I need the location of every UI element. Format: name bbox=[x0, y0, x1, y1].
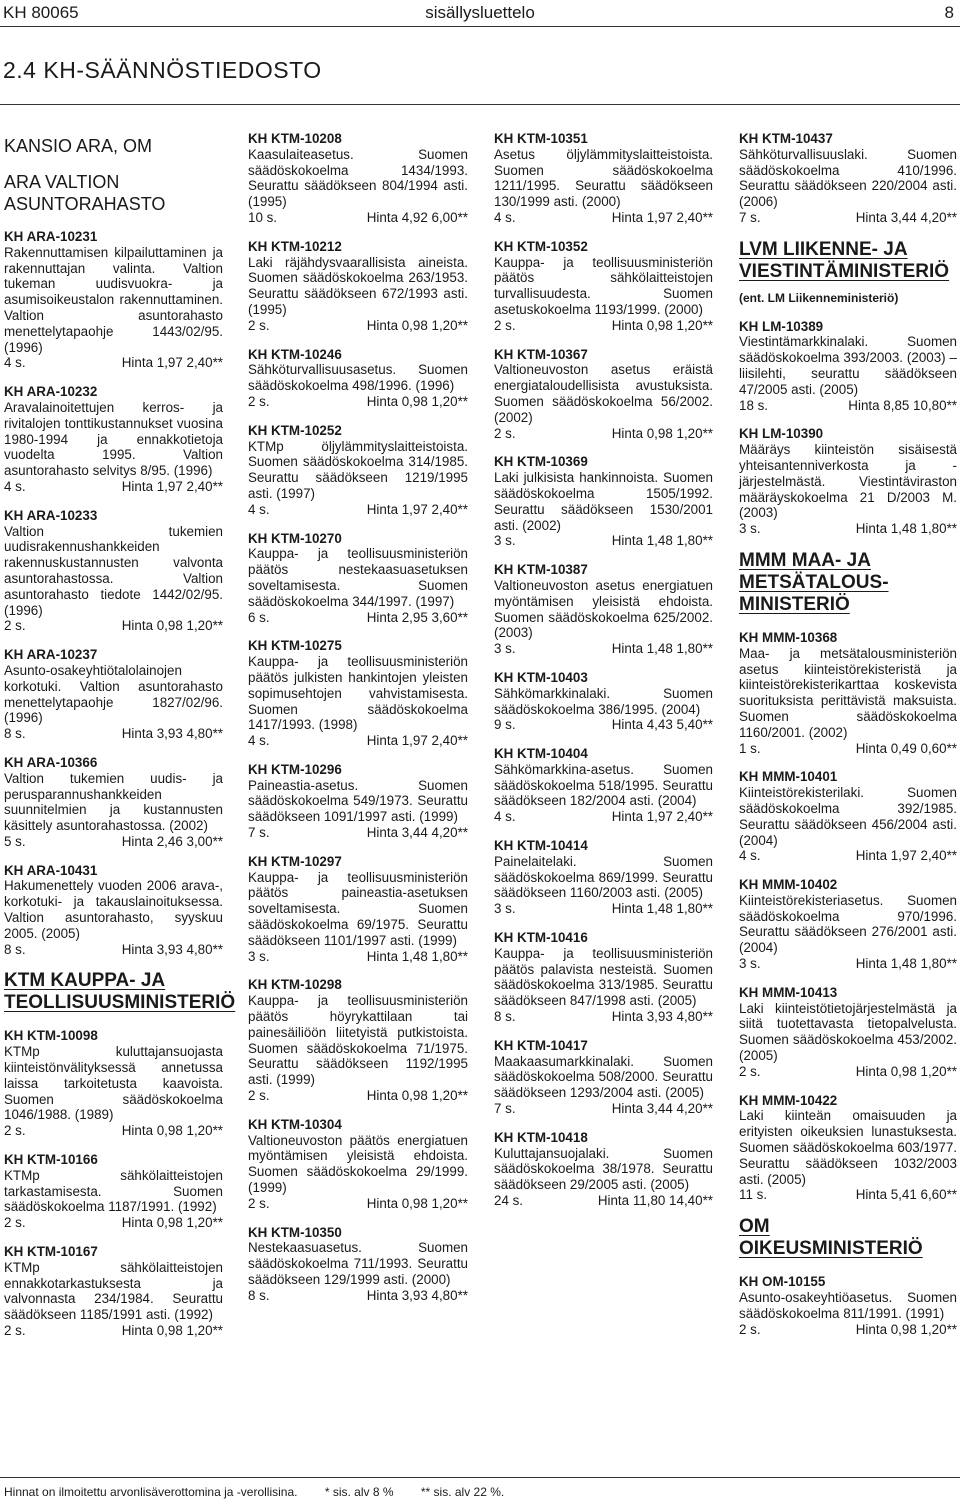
section-name: sisällysluettelo bbox=[425, 3, 535, 22]
entry-code: KH MMM-10401 bbox=[739, 769, 838, 785]
catalog-entry bbox=[248, 423, 468, 518]
entry-price: Hinta 3,44 4,20** bbox=[611, 1101, 713, 1117]
entry-price: Hinta 3,44 4,20** bbox=[855, 209, 957, 225]
catalog-entry bbox=[494, 562, 713, 657]
entry-price: Hinta 0,98 1,20** bbox=[366, 1088, 468, 1104]
entry-description: Kauppa- ja teollisuusministeriön päätös palavista nesteistä. Suomen säädöskokoelma 313/1985. Seurattu säädökseen 847/1998 asti. (2005) bbox=[494, 945, 713, 1009]
entry-page-count: 3 s. bbox=[248, 948, 270, 964]
entry-price-row bbox=[494, 809, 713, 825]
entry-price-row bbox=[248, 610, 468, 626]
entry-code: KH KTM-10369 bbox=[494, 454, 588, 470]
entry-code: KH KTM-10387 bbox=[494, 562, 588, 578]
entry-code: KH OM-10155 bbox=[739, 1274, 826, 1290]
entry-description: Aravalainoitettujen kerros- ja rivitalojen tonttikustannukset vuosina 1980-1994 ja ennakkotietoja vuodelta 1995. Valtion asuntorahasto selvitys 8/95. (1996) bbox=[4, 399, 223, 479]
entry-price: Hinta 1,97 2,40** bbox=[366, 501, 468, 517]
catalog-code: KH 80065 bbox=[3, 3, 79, 22]
entry-code: KH KTM-10098 bbox=[4, 1028, 98, 1044]
entry-price-row bbox=[739, 1064, 957, 1080]
catalog-entry bbox=[494, 347, 713, 442]
entry-code: KH KTM-10166 bbox=[4, 1152, 98, 1168]
entry-price-row bbox=[494, 641, 713, 657]
entry-description: Sähköturvallisuusasetus. Suomen säädöskokoelma 498/1996. (1996) bbox=[248, 362, 468, 394]
entry-price-row bbox=[248, 394, 468, 410]
entry-description: Laki julkisista hankinnoista. Suomen säädöskokoelma 1505/1992. Seurattu säädökseen 1530/2001 asti. (2002) bbox=[494, 470, 713, 533]
entry-page-count: 4 s. bbox=[4, 478, 26, 494]
catalog-entry bbox=[4, 647, 223, 742]
catalog-entry bbox=[494, 670, 713, 733]
entry-price-row bbox=[248, 1088, 468, 1104]
entry-price: Hinta 0,98 1,20** bbox=[121, 1215, 223, 1231]
entry-price-row bbox=[248, 733, 468, 749]
entry-price: Hinta 8,85 10,80** bbox=[848, 397, 957, 413]
entry-price: Hinta 1,48 1,80** bbox=[855, 521, 957, 537]
entry-price: Hinta 2,95 3,60** bbox=[366, 609, 468, 625]
entry-price-row bbox=[739, 848, 957, 864]
entry-code: KH KTM-10437 bbox=[739, 131, 833, 146]
entry-price-row bbox=[4, 618, 223, 634]
catalog-entry bbox=[4, 755, 223, 850]
catalog-entry bbox=[494, 131, 713, 226]
catalog-entry bbox=[739, 877, 957, 972]
entry-price-row bbox=[248, 949, 468, 965]
section-heading: LVM LIIKENNE- JA VIESTINTÄMINISTERIÖ bbox=[739, 238, 950, 282]
entry-price: Hinta 1,97 2,40** bbox=[855, 848, 957, 864]
catalog-entry bbox=[248, 638, 468, 749]
entry-description: Kiinteistörekisteriasetus. Suomen säädöskokoelma 970/1996. Seurattu säädökseen 276/2001 asti. (2004) bbox=[739, 892, 957, 956]
catalog-entry bbox=[494, 838, 713, 917]
column-1 bbox=[4, 131, 236, 1352]
catalog-entry bbox=[494, 1038, 713, 1117]
footer-divider bbox=[0, 1477, 960, 1478]
entry-price-row bbox=[248, 1196, 468, 1212]
entry-page-count: 6 s. bbox=[248, 609, 270, 625]
entry-description: KTMp öljylämmityslaitteistoista. Suomen säädöskokoelma 314/1985. Seurattu säädökseen 1219/1995 asti. (1997) bbox=[248, 438, 468, 501]
catalog-entry bbox=[4, 863, 223, 958]
entry-price-row bbox=[4, 1323, 223, 1339]
entry-price: Hinta 1,48 1,80** bbox=[855, 956, 957, 972]
entry-code: KH KTM-10418 bbox=[494, 1129, 588, 1145]
entry-page-count: 8 s. bbox=[248, 1287, 270, 1303]
entry-page-count: 3 s. bbox=[494, 901, 516, 917]
entry-description: Laki kiinteistötietojärjestelmästä ja siitä tuotettavasta tietopalvelusta. Suomen säädöskokoelma 453/2002. (2005) bbox=[739, 1000, 957, 1064]
entry-price-row bbox=[248, 825, 468, 841]
entry-price: Hinta 4,43 5,40** bbox=[611, 717, 713, 733]
entry-price: Hinta 1,48 1,80** bbox=[611, 901, 713, 917]
catalog-entry bbox=[739, 426, 957, 537]
catalog-entry bbox=[4, 1244, 223, 1339]
entry-page-count: 3 s. bbox=[739, 521, 761, 537]
entry-price-row bbox=[739, 1187, 957, 1203]
catalog-entry bbox=[248, 531, 468, 626]
entry-code: KH KTM-10417 bbox=[494, 1037, 588, 1053]
catalog-entry bbox=[248, 239, 468, 334]
footer-vat-22: ** sis. alv 22 %. bbox=[420, 1485, 505, 1499]
section-heading: KTM KAUPPA- JA TEOLLISUUSMINISTERIÖ bbox=[4, 970, 236, 1014]
entry-price: Hinta 0,98 1,20** bbox=[366, 393, 468, 409]
page-header bbox=[0, 0, 960, 26]
entry-code: KH KTM-10351 bbox=[494, 131, 588, 146]
section-heading: KANSIO ARA, OM bbox=[4, 136, 153, 156]
entry-price: Hinta 1,97 2,40** bbox=[366, 733, 468, 749]
entry-page-count: 2 s. bbox=[739, 1063, 761, 1079]
entry-code: KH ARA-10237 bbox=[4, 647, 98, 663]
entry-price-row bbox=[4, 479, 223, 495]
entry-description: Asunto-osakeyhtiöasetus. Suomen säädöskokoelma 811/1991. (1991) bbox=[739, 1290, 957, 1321]
entry-price-row bbox=[494, 426, 713, 442]
entry-description: Kaasulaiteasetus. Suomen säädöskokoelma 1434/1993. Seurattu säädökseen 804/1994 asti. (1995) bbox=[248, 146, 468, 210]
catalog-entry bbox=[739, 1274, 957, 1337]
entry-page-count: 11 s. bbox=[739, 1187, 768, 1203]
entry-code: KH LM-10389 bbox=[739, 318, 824, 334]
catalog-entry bbox=[4, 384, 223, 495]
entry-page-count: 2 s. bbox=[248, 1195, 270, 1211]
entry-description: Kauppa- ja teollisuusministeriön päätös höyrykattilaan tai painesäiliöön liitetyistä putkistoista. Suomen säädöskokoelma 71/1975. Seurattu säädökseen 1192/1995 asti. (1999) bbox=[248, 993, 468, 1088]
catalog-entry bbox=[4, 229, 223, 371]
entry-description: Valtion tukemien uudis- ja perusparannushankkeiden suunnitelmien ja kustannusten käsittely asuntorahastossa. (2002) bbox=[4, 770, 223, 834]
entry-description: Valtioneuvoston päätös energiatuen myöntämisen yleisistä ehdoista. Suomen säädöskokoelma 29/1999. (1999) bbox=[248, 1132, 468, 1196]
entry-page-count: 3 s. bbox=[494, 641, 516, 657]
catalog-entry bbox=[494, 454, 713, 549]
catalog-entry bbox=[739, 630, 957, 756]
entry-code: KH ARA-10231 bbox=[4, 229, 98, 244]
entry-description: Valtioneuvoston asetus eräistä energiataloudellisista avustuksista. Suomen säädöskokoelma 56/2002. (2002) bbox=[494, 362, 713, 425]
entry-code: KH KTM-10403 bbox=[494, 669, 588, 685]
catalog-entry bbox=[248, 1225, 468, 1304]
entry-page-count: 10 s. bbox=[248, 209, 278, 225]
entry-price: Hinta 1,97 2,40** bbox=[611, 209, 713, 225]
entry-page-count: 9 s. bbox=[494, 717, 516, 733]
catalog-entry bbox=[739, 131, 957, 226]
entry-description: Valtioneuvoston asetus energiatuen myöntämisen yleisistä ehdoista. Suomen säädöskokoelma 625/2002. (2003) bbox=[494, 577, 713, 641]
catalog-entry bbox=[739, 319, 957, 414]
entry-code: KH MMM-10413 bbox=[739, 984, 838, 1000]
entry-page-count: 2 s. bbox=[494, 317, 516, 333]
entry-code: KH ARA-10233 bbox=[4, 507, 98, 523]
entry-price-row bbox=[4, 726, 223, 742]
entry-code: KH KTM-10167 bbox=[4, 1244, 98, 1260]
catalog-entry bbox=[4, 1028, 223, 1139]
entry-code: KH KTM-10414 bbox=[494, 838, 588, 854]
catalog-entry bbox=[4, 508, 223, 634]
entry-price-row bbox=[494, 533, 713, 549]
catalog-entry bbox=[248, 347, 468, 410]
entry-price: Hinta 1,97 2,40** bbox=[121, 355, 223, 371]
entry-page-count: 2 s. bbox=[248, 317, 270, 333]
section-subheading: (ent. LM Liikenneministeriö) bbox=[739, 290, 899, 305]
entry-price: Hinta 0,98 1,20** bbox=[121, 1323, 223, 1339]
entry-description: Asetus öljylämmityslaitteistoista. Suomen säädöskokoelma 1211/1995. Seurattu säädökseen 130/1999 asti. (2000) bbox=[494, 146, 713, 210]
entry-code: KH ARA-10431 bbox=[4, 862, 98, 878]
catalog-entry bbox=[494, 746, 713, 825]
entry-price-row bbox=[248, 210, 468, 226]
entry-price: Hinta 3,93 4,80** bbox=[121, 941, 223, 957]
entry-page-count: 7 s. bbox=[739, 209, 761, 225]
entry-price: Hinta 0,98 1,20** bbox=[611, 317, 713, 333]
entry-description: Valtion tukemien uudisrakennushankkeiden rakennuskustannusten valvonta asuntorahastossa. Valtion asuntorahasto tiedote 1442/02/95. (1996) bbox=[4, 523, 223, 618]
entry-price-row bbox=[739, 956, 957, 972]
entry-price: Hinta 1,48 1,80** bbox=[611, 533, 713, 549]
entry-price-row bbox=[4, 355, 223, 371]
entry-price-row bbox=[739, 210, 957, 226]
catalog-entry bbox=[494, 1130, 713, 1209]
entry-code: KH KTM-10416 bbox=[494, 930, 588, 946]
entry-price: Hinta 3,93 4,80** bbox=[121, 726, 223, 742]
footer-vat-8: * sis. alv 8 % bbox=[324, 1485, 394, 1499]
catalog-entry bbox=[739, 1093, 957, 1204]
entry-price: Hinta 1,97 2,40** bbox=[121, 478, 223, 494]
entry-code: KH KTM-10297 bbox=[248, 853, 342, 869]
entry-price: Hinta 3,93 4,80** bbox=[366, 1287, 468, 1303]
entry-price-row bbox=[248, 1288, 468, 1304]
entry-description: Sähkömarkkinalaki. Suomen säädöskokoelma 386/1995. (2004) bbox=[494, 685, 713, 717]
catalog-entry bbox=[494, 239, 713, 334]
entry-page-count: 2 s. bbox=[248, 1088, 270, 1104]
catalog-entry bbox=[248, 762, 468, 841]
entry-code: KH KTM-10304 bbox=[248, 1116, 342, 1132]
title-divider bbox=[0, 104, 960, 105]
column-4 bbox=[739, 131, 957, 1350]
entry-description: Maa- ja metsätalousministeriön asetus kiinteistörekisteristä ja kiinteistörekisterikarttaa koskevista suorituksista perittävistä maksuista. Suomen säädöskokoelma 1160/2001. (2002) bbox=[739, 645, 957, 740]
entry-code: KH KTM-10208 bbox=[248, 131, 342, 146]
entry-description: Painelaitelaki. Suomen säädöskokoelma 869/1999. Seurattu säädökseen 1160/2003 asti. (2005) bbox=[494, 853, 713, 901]
entry-description: Kauppa- ja teollisuusministeriön päätös nestekaasuasetuksen soveltamisesta. Suomen säädöskokoelma 344/1997. (1997) bbox=[248, 546, 468, 609]
entry-page-count: 2 s. bbox=[494, 425, 516, 441]
catalog-entry bbox=[4, 1152, 223, 1231]
entry-price: Hinta 4,92 6,00** bbox=[366, 209, 468, 225]
entry-code: KH KTM-10352 bbox=[494, 238, 588, 254]
entry-description: Maakaasumarkkinalaki. Suomen säädöskokoelma 508/2000. Seurattu säädökseen 1293/2004 asti. (2005) bbox=[494, 1053, 713, 1101]
entry-price: Hinta 0,49 0,60** bbox=[855, 740, 957, 756]
entry-description: Kiinteistörekisterilaki. Suomen säädöskokoelma 392/1985. Seurattu säädökseen 456/2004 asti. (2004) bbox=[739, 785, 957, 848]
entry-description: Sähkömarkkina-asetus. Suomen säädöskokoelma 518/1995. Seurattu säädökseen 182/2004 asti. (2004) bbox=[494, 761, 713, 809]
entry-page-count: 24 s. bbox=[494, 1193, 524, 1209]
entry-code: KH KTM-10350 bbox=[248, 1224, 342, 1240]
entry-price: Hinta 0,98 1,20** bbox=[611, 425, 713, 441]
section-heading: MMM MAA- JA METSÄTALOUS-MINISTERIÖ bbox=[739, 549, 889, 615]
entry-description: Kauppa- ja teollisuusministeriön päätös sähkölaitteistojen turvallisuudesta. Suomen asetuskokoelma 1193/1999. (2000) bbox=[494, 254, 713, 317]
entry-price: Hinta 1,48 1,80** bbox=[366, 948, 468, 964]
entry-description: Asunto-osakeyhtiötalolainojen korkotuki. Valtion asuntorahasto menettelytapaohje 1827/02/96. (1996) bbox=[4, 662, 223, 726]
entry-page-count: 4 s. bbox=[739, 848, 761, 864]
entry-description: Laki räjähdysvaarallisista aineista. Suomen säädöskokoelma 263/1953. Seurattu säädökseen 672/1993 asti. (1995) bbox=[248, 254, 468, 317]
entry-description: Määräys kiinteistön sisäisestä yhteisantenniverkosta ja -järjestelmästä. Viestintäviraston määräyskokoelma 21 D/2003 M. (2003) bbox=[739, 442, 957, 521]
entry-page-count: 4 s. bbox=[248, 733, 270, 749]
entry-description: Kuluttajansuojalaki. Suomen säädöskokoelma 38/1978. Seurattu säädökseen 29/2005 asti. (2005) bbox=[494, 1145, 713, 1193]
entry-page-count: 4 s. bbox=[494, 209, 516, 225]
entry-price: Hinta 0,98 1,20** bbox=[855, 1063, 957, 1079]
entry-page-count: 7 s. bbox=[248, 825, 270, 841]
entry-page-count: 4 s. bbox=[248, 501, 270, 517]
entry-price-row bbox=[739, 1322, 957, 1338]
catalog-entry bbox=[248, 131, 468, 226]
entry-price: Hinta 1,48 1,80** bbox=[611, 641, 713, 657]
column-2 bbox=[248, 131, 468, 1317]
entry-price: Hinta 2,46 3,00** bbox=[121, 833, 223, 849]
entry-price: Hinta 3,44 4,20** bbox=[366, 825, 468, 841]
entry-code: KH KTM-10298 bbox=[248, 977, 342, 993]
entry-price: Hinta 0,98 1,20** bbox=[366, 317, 468, 333]
entry-page-count: 2 s. bbox=[4, 1215, 26, 1231]
section-heading: ARA VALTION ASUNTORAHASTO bbox=[4, 172, 166, 214]
entry-page-count: 8 s. bbox=[494, 1009, 516, 1025]
entry-code: KH KTM-10212 bbox=[248, 238, 342, 254]
entry-price-row bbox=[4, 1123, 223, 1139]
entry-price-row bbox=[248, 502, 468, 518]
entry-page-count: 2 s. bbox=[4, 1123, 26, 1139]
entry-page-count: 4 s. bbox=[494, 809, 516, 825]
entry-price-row bbox=[4, 1215, 223, 1231]
entry-description: Rakennuttamisen kilpailuttaminen ja rakennuttajan valinta. Valtion tukeman uudisvuokra- ja asumisoikeustalon rakennuttaminen. Valtion asuntorahasto menettelytapaohje 1443/02/95. (1996) bbox=[4, 244, 223, 355]
entry-page-count: 7 s. bbox=[494, 1101, 516, 1117]
entry-description: Paineastia-asetus. Suomen säädöskokoelma 549/1973. Seurattu säädökseen 1091/1997 asti. (1999) bbox=[248, 777, 468, 825]
entry-description: Sähköturvallisuuslaki. Suomen säädöskokoelma 410/1996. Seurattu säädökseen 220/2004 asti. (2006) bbox=[739, 146, 957, 210]
entry-page-count: 3 s. bbox=[494, 533, 516, 549]
entry-page-count: 1 s. bbox=[739, 740, 761, 756]
header-divider bbox=[0, 26, 960, 27]
entry-price-row bbox=[494, 901, 713, 917]
entry-price: Hinta 5,41 6,60** bbox=[855, 1187, 957, 1203]
entry-code: KH KTM-10246 bbox=[248, 346, 342, 362]
entry-description: Laki kiinteän omaisuuden ja erityisten oikeuksien lunastuksesta. Suomen säädöskokoelma 603/1977. Seurattu säädökseen 1032/2003 asti. (2005) bbox=[739, 1108, 957, 1187]
entry-price-row bbox=[494, 318, 713, 334]
catalog-entry bbox=[248, 977, 468, 1103]
entry-code: KH KTM-10404 bbox=[494, 746, 588, 762]
entry-price-row bbox=[494, 717, 713, 733]
entry-code: KH MMM-10368 bbox=[739, 629, 838, 645]
entry-code: KH ARA-10232 bbox=[4, 384, 98, 400]
entry-page-count: 2 s. bbox=[248, 393, 270, 409]
entry-code: KH KTM-10275 bbox=[248, 638, 342, 654]
entry-price-row bbox=[4, 942, 223, 958]
entry-price: Hinta 0,98 1,20** bbox=[366, 1195, 468, 1211]
entry-description: KTMp kuluttajansuojasta kiinteistönvälityksessä annetussa laissa tarkoitetusta kaavoista. Suomen säädöskokoelma 1046/1988. (1989) bbox=[4, 1044, 223, 1123]
entry-price-row bbox=[248, 318, 468, 334]
entry-page-count: 3 s. bbox=[739, 956, 761, 972]
catalog-entry bbox=[739, 769, 957, 864]
entry-description: Kauppa- ja teollisuusministeriön päätös julkisten hankintojen yleisten sopimusehtojen vahvistamisesta. Suomen säädöskokoelma 1417/1993. (1998) bbox=[248, 654, 468, 733]
entry-page-count: 2 s. bbox=[4, 618, 26, 634]
section-heading: OM OIKEUSMINISTERIÖ bbox=[739, 1216, 923, 1260]
entry-page-count: 4 s. bbox=[4, 355, 26, 371]
entry-code: KH MMM-10422 bbox=[739, 1092, 838, 1108]
entry-price-row bbox=[4, 834, 223, 850]
entry-price-row bbox=[739, 521, 957, 537]
entry-price: Hinta 0,98 1,20** bbox=[121, 1123, 223, 1139]
entry-price-row bbox=[494, 210, 713, 226]
entry-description: Viestintämarkkinalaki. Suomen säädöskokoelma 393/2003. (2003) – liisilehti, seurattu säädökseen 47/2005 asti. (2005) bbox=[739, 334, 957, 397]
entry-code: KH ARA-10366 bbox=[4, 754, 98, 770]
entry-price: Hinta 11,80 14,40** bbox=[597, 1193, 713, 1209]
catalog-entry bbox=[248, 1117, 468, 1212]
entry-page-count: 18 s. bbox=[739, 397, 769, 413]
entry-price-row bbox=[494, 1193, 713, 1209]
entry-price-row bbox=[494, 1009, 713, 1025]
catalog-entry bbox=[248, 854, 468, 965]
entry-description: KTMp sähkölaitteistojen ennakkotarkastuksesta ja valvonnasta 234/1984. Seurattu säädökseen 1185/1991 asti. (1992) bbox=[4, 1259, 223, 1323]
entry-page-count: 8 s. bbox=[4, 941, 26, 957]
entry-code: KH KTM-10270 bbox=[248, 530, 342, 546]
entry-price-row bbox=[739, 741, 957, 757]
catalog-entry bbox=[739, 985, 957, 1080]
catalog-entry bbox=[494, 930, 713, 1025]
entry-description: Nestekaasuasetus. Suomen säädöskokoelma 711/1993. Seurattu säädökseen 129/1999 asti. (2000) bbox=[248, 1240, 468, 1287]
entry-page-count: 2 s. bbox=[4, 1323, 26, 1339]
page-number: 8 bbox=[944, 3, 954, 22]
entry-description: KTMp sähkölaitteistojen tarkastamisesta. Suomen säädöskokoelma 1187/1991. (1992) bbox=[4, 1167, 223, 1215]
page-footer bbox=[4, 1485, 528, 1499]
entry-description: Kauppa- ja teollisuusministeriön päätös paineastia-asetuksen soveltamisesta. Suomen säädöskokoelma 69/1975. Seurattu säädökseen 1101/1997 asti. (1999) bbox=[248, 869, 468, 948]
entry-code: KH LM-10390 bbox=[739, 426, 824, 442]
column-3 bbox=[494, 131, 713, 1222]
entry-code: KH MMM-10402 bbox=[739, 877, 838, 893]
entry-code: KH KTM-10296 bbox=[248, 761, 342, 777]
entry-price: Hinta 1,97 2,40** bbox=[611, 809, 713, 825]
entry-price-row bbox=[494, 1101, 713, 1117]
page-title: 2.4 KH-SÄÄNNÖSTIEDOSTO bbox=[3, 57, 322, 83]
entry-price: Hinta 0,98 1,20** bbox=[855, 1321, 957, 1337]
entry-price-row bbox=[739, 398, 957, 414]
entry-code: KH KTM-10367 bbox=[494, 346, 588, 362]
entry-page-count: 2 s. bbox=[739, 1321, 761, 1337]
entry-price: Hinta 3,93 4,80** bbox=[611, 1009, 713, 1025]
entry-price: Hinta 0,98 1,20** bbox=[121, 618, 223, 634]
entry-code: KH KTM-10252 bbox=[248, 422, 342, 438]
entry-description: Hakumenettely vuoden 2006 arava-, korkotuki- ja takauslainoituksessa. Valtion asuntorahasto, syyskuu 2005. (2005) bbox=[4, 878, 223, 941]
entry-page-count: 8 s. bbox=[4, 726, 26, 742]
entry-page-count: 5 s. bbox=[4, 833, 26, 849]
footer-note: Hinnat on ilmoitettu arvonlisäverottomina ja -verollisina. bbox=[4, 1485, 298, 1499]
